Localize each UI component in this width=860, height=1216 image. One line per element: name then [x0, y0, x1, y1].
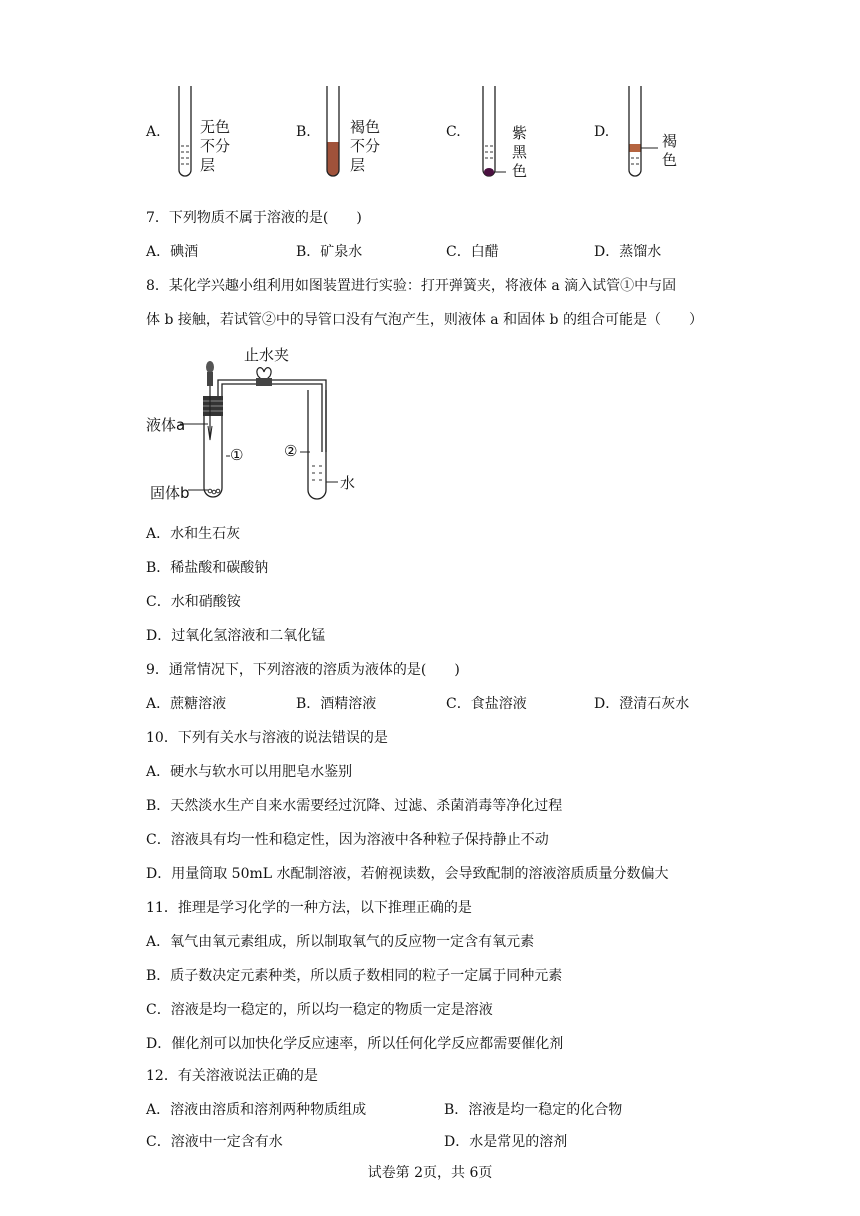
q7-option-c[interactable]: C．白醋 [446, 244, 499, 260]
q9-option-a[interactable]: A．蔗糖溶液 [146, 696, 227, 712]
q10-option-a[interactable]: A．硬水与软水可以用肥皂水鉴别 [146, 764, 353, 780]
q9-option-d[interactable]: D．澄清石灰水 [594, 696, 690, 712]
q8-option-b[interactable]: B．稀盐酸和碳酸钠 [146, 560, 269, 576]
q6-option-c-letter: C. [446, 124, 461, 140]
q10-option-b[interactable]: B．天然淡水生产自来水需要经过沉降、过滤、杀菌消毒等净化过程 [146, 798, 563, 814]
q6-option-d-letter: D. [594, 124, 610, 140]
q9-stem: 9．通常情况下，下列溶液的溶质为液体的是( ) [146, 662, 460, 678]
q12-option-b[interactable]: B．溶液是均一稳定的化合物 [444, 1102, 623, 1118]
q6-option-b-label: 褐色 不分 层 [350, 118, 381, 174]
q8-stem-line1: 8．某化学兴趣小组利用如图装置进行实验：打开弹簧夹，将液体 a 滴入试管①中与固 [146, 278, 677, 294]
clamp-label: 止水夹 [244, 346, 290, 364]
q6-option-a-label: 无色 不分 层 [200, 118, 231, 174]
q6-tube-b-icon [320, 84, 346, 182]
q7-option-a[interactable]: A．碘酒 [146, 244, 199, 260]
q6-tube-a-icon [172, 84, 198, 182]
q12-option-a[interactable]: A．溶液由溶质和溶剂两种物质组成 [146, 1102, 367, 1118]
q11-option-d[interactable]: D．催化剂可以加快化学反应速率，所以任何化学反应都需要催化剂 [146, 1036, 564, 1052]
tube2-label: ② [284, 442, 298, 460]
q6-tube-c-icon [476, 84, 506, 182]
q6-option-c-label: 紫 黑 色 [512, 124, 528, 180]
q10-stem: 10．下列有关水与溶液的说法错误的是 [146, 730, 388, 746]
q8-option-a[interactable]: A．水和生石灰 [146, 526, 241, 542]
solid-b-label: 固体b [150, 484, 190, 502]
q7-stem: 7．下列物质不属于溶液的是( ) [146, 210, 362, 226]
q10-option-d[interactable]: D．用量筒取 50mL 水配制溶液，若俯视读数，会导致配制的溶液溶质质量分数偏大 [146, 866, 669, 882]
q11-option-a[interactable]: A．氧气由氧元素组成，所以制取氧气的反应物一定含有氧元素 [146, 934, 535, 950]
tube1-label: ① [230, 446, 244, 464]
q8-option-c[interactable]: C．水和硝酸铵 [146, 594, 241, 610]
q12-stem: 12．有关溶液说法正确的是 [146, 1068, 318, 1084]
q12-option-d[interactable]: D．水是常见的溶剂 [444, 1134, 568, 1150]
q11-option-c[interactable]: C．溶液是均一稳定的，所以均一稳定的物质一定是溶液 [146, 1002, 493, 1018]
q8-apparatus-figure [140, 340, 380, 510]
q7-option-d[interactable]: D．蒸馏水 [594, 244, 662, 260]
q6-option-d-label: 褐 色 [662, 132, 678, 169]
q6-option-b-letter: B. [296, 124, 311, 140]
page-footer: 试卷第 2页，共 6页 [367, 1165, 493, 1181]
q9-option-b[interactable]: B．酒精溶液 [296, 696, 377, 712]
q8-option-d[interactable]: D．过氧化氢溶液和二氧化锰 [146, 628, 326, 644]
q10-option-c[interactable]: C．溶液具有均一性和稳定性，因为溶液中各种粒子保持静止不动 [146, 832, 549, 848]
q8-stem-line2: 体 b 接触，若试管②中的导管口没有气泡产生，则液体 a 和固体 b 的组合可能是（ ） [146, 312, 703, 328]
q6-option-a-letter: A. [146, 124, 161, 140]
q9-option-c[interactable]: C．食盐溶液 [446, 696, 527, 712]
q11-stem: 11．推理是学习化学的一种方法，以下推理正确的是 [146, 900, 472, 916]
q6-tube-d-icon [622, 84, 662, 182]
liquid-a-label: 液体a [146, 416, 186, 434]
water-label: 水 [340, 474, 356, 492]
q11-option-b[interactable]: B．质子数决定元素种类，所以质子数相同的粒子一定属于同种元素 [146, 968, 563, 984]
q12-option-c[interactable]: C．溶液中一定含有水 [146, 1134, 283, 1150]
q7-option-b[interactable]: B．矿泉水 [296, 244, 363, 260]
